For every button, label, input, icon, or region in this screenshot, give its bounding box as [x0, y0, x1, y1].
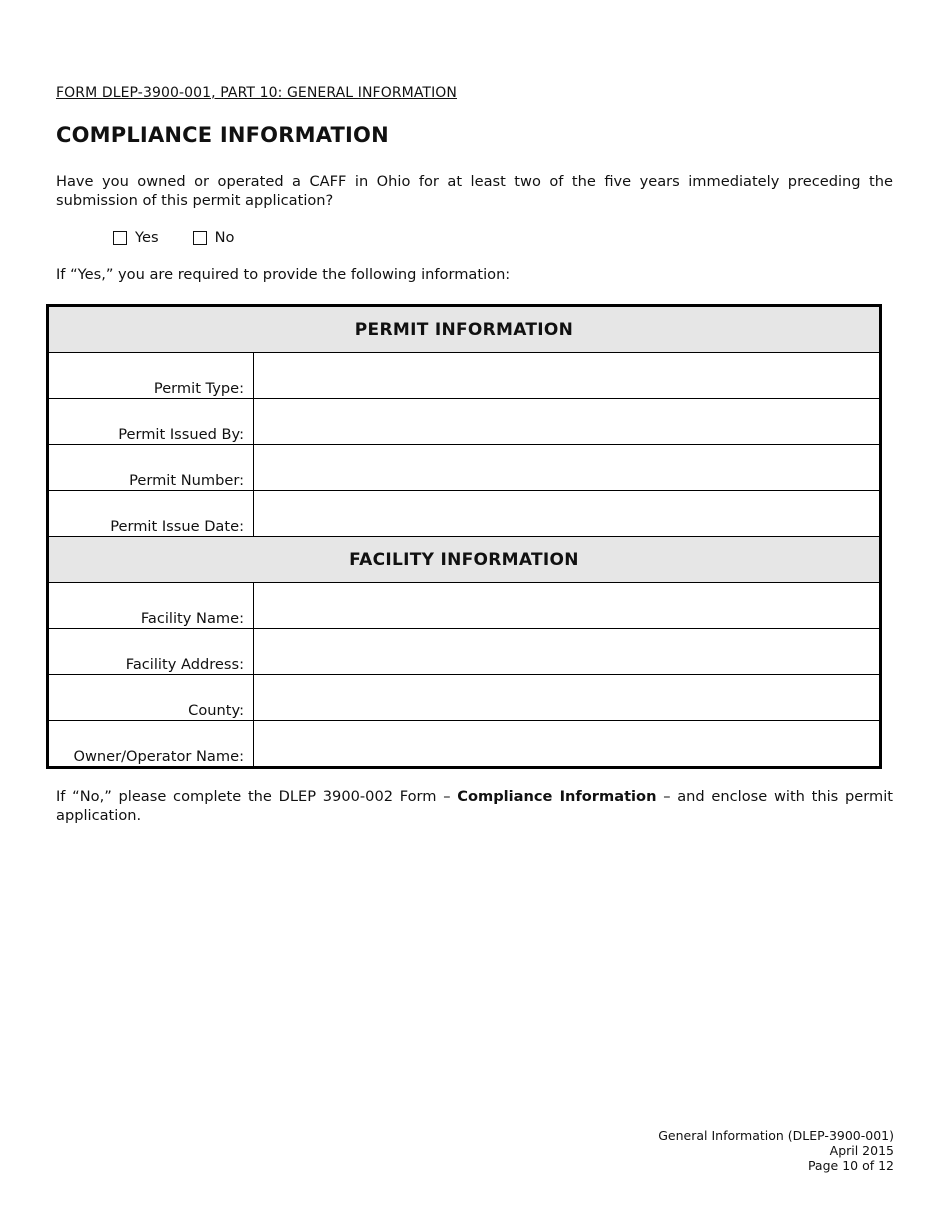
permit-issue-date-label: Permit Issue Date:	[48, 491, 254, 537]
yes-option[interactable]	[113, 229, 159, 246]
table-row	[48, 353, 881, 399]
yes-checkbox[interactable]	[113, 231, 127, 245]
table-row	[48, 583, 881, 629]
permit-type-value[interactable]	[254, 353, 879, 398]
facility-address-field[interactable]	[254, 629, 881, 675]
permit-issue-date-field[interactable]	[254, 491, 881, 537]
facility-address-value[interactable]	[254, 629, 879, 674]
permit-issued-by-field[interactable]	[254, 399, 881, 445]
no-instruction-form-name: Compliance Information	[457, 788, 657, 805]
information-table	[46, 304, 882, 769]
facility-name-label: Facility Name:	[48, 583, 254, 629]
permit-number-value[interactable]	[254, 445, 879, 490]
footer-page-number: Page 10 of 12	[807, 1158, 894, 1173]
table-row	[48, 721, 881, 768]
no-instruction-prefix: If “No,” please complete the DLEP 3900-002 Form –	[56, 788, 458, 805]
permit-number-label: Permit Number:	[48, 445, 254, 491]
facility-heading-row	[48, 537, 881, 583]
owner-operator-name-value[interactable]	[254, 721, 879, 766]
county-field[interactable]	[254, 675, 881, 721]
yes-no-options	[113, 229, 268, 246]
facility-address-label: Facility Address:	[48, 629, 254, 675]
facility-information-heading: FACILITY INFORMATION	[48, 537, 881, 583]
permit-issue-date-value[interactable]	[254, 491, 879, 536]
table-row	[48, 629, 881, 675]
footer-document-name: General Information (DLEP-3900-001)	[658, 1128, 894, 1143]
footer-date: April 2015	[829, 1143, 894, 1158]
permit-number-field[interactable]	[254, 445, 881, 491]
county-value[interactable]	[254, 675, 879, 720]
table-row	[48, 399, 881, 445]
permit-type-field[interactable]	[254, 353, 881, 399]
owner-operator-name-field[interactable]	[254, 721, 881, 768]
form-identifier: FORM DLEP-3900-001, PART 10: GENERAL INFORMATION	[56, 85, 458, 101]
page-title: COMPLIANCE INFORMATION	[56, 123, 389, 147]
table-row	[48, 445, 881, 491]
permit-heading-row	[48, 306, 881, 353]
table-row	[48, 675, 881, 721]
county-label: County:	[48, 675, 254, 721]
no-option[interactable]	[193, 229, 235, 246]
no-label: No	[214, 229, 235, 246]
permit-information-heading: PERMIT INFORMATION	[48, 306, 881, 353]
facility-name-value[interactable]	[254, 583, 879, 628]
no-checkbox[interactable]	[193, 231, 207, 245]
no-instruction	[56, 787, 893, 825]
permit-type-label: Permit Type:	[48, 353, 254, 399]
yes-label: Yes	[135, 229, 159, 246]
ownership-question: Have you owned or operated a CAFF in Ohio for at least two of the five years immediately preceding the submission of this permit application?	[56, 173, 893, 209]
permit-issued-by-label: Permit Issued By:	[48, 399, 254, 445]
facility-name-field[interactable]	[254, 583, 881, 629]
owner-operator-name-label: Owner/Operator Name:	[48, 721, 254, 768]
permit-issued-by-value[interactable]	[254, 399, 879, 444]
table-row	[48, 491, 881, 537]
yes-instruction: If “Yes,” you are required to provide the following information:	[56, 266, 511, 283]
no-instruction-suffix: – and enclose with this permit application.	[56, 788, 893, 824]
page-footer	[658, 1128, 894, 1173]
